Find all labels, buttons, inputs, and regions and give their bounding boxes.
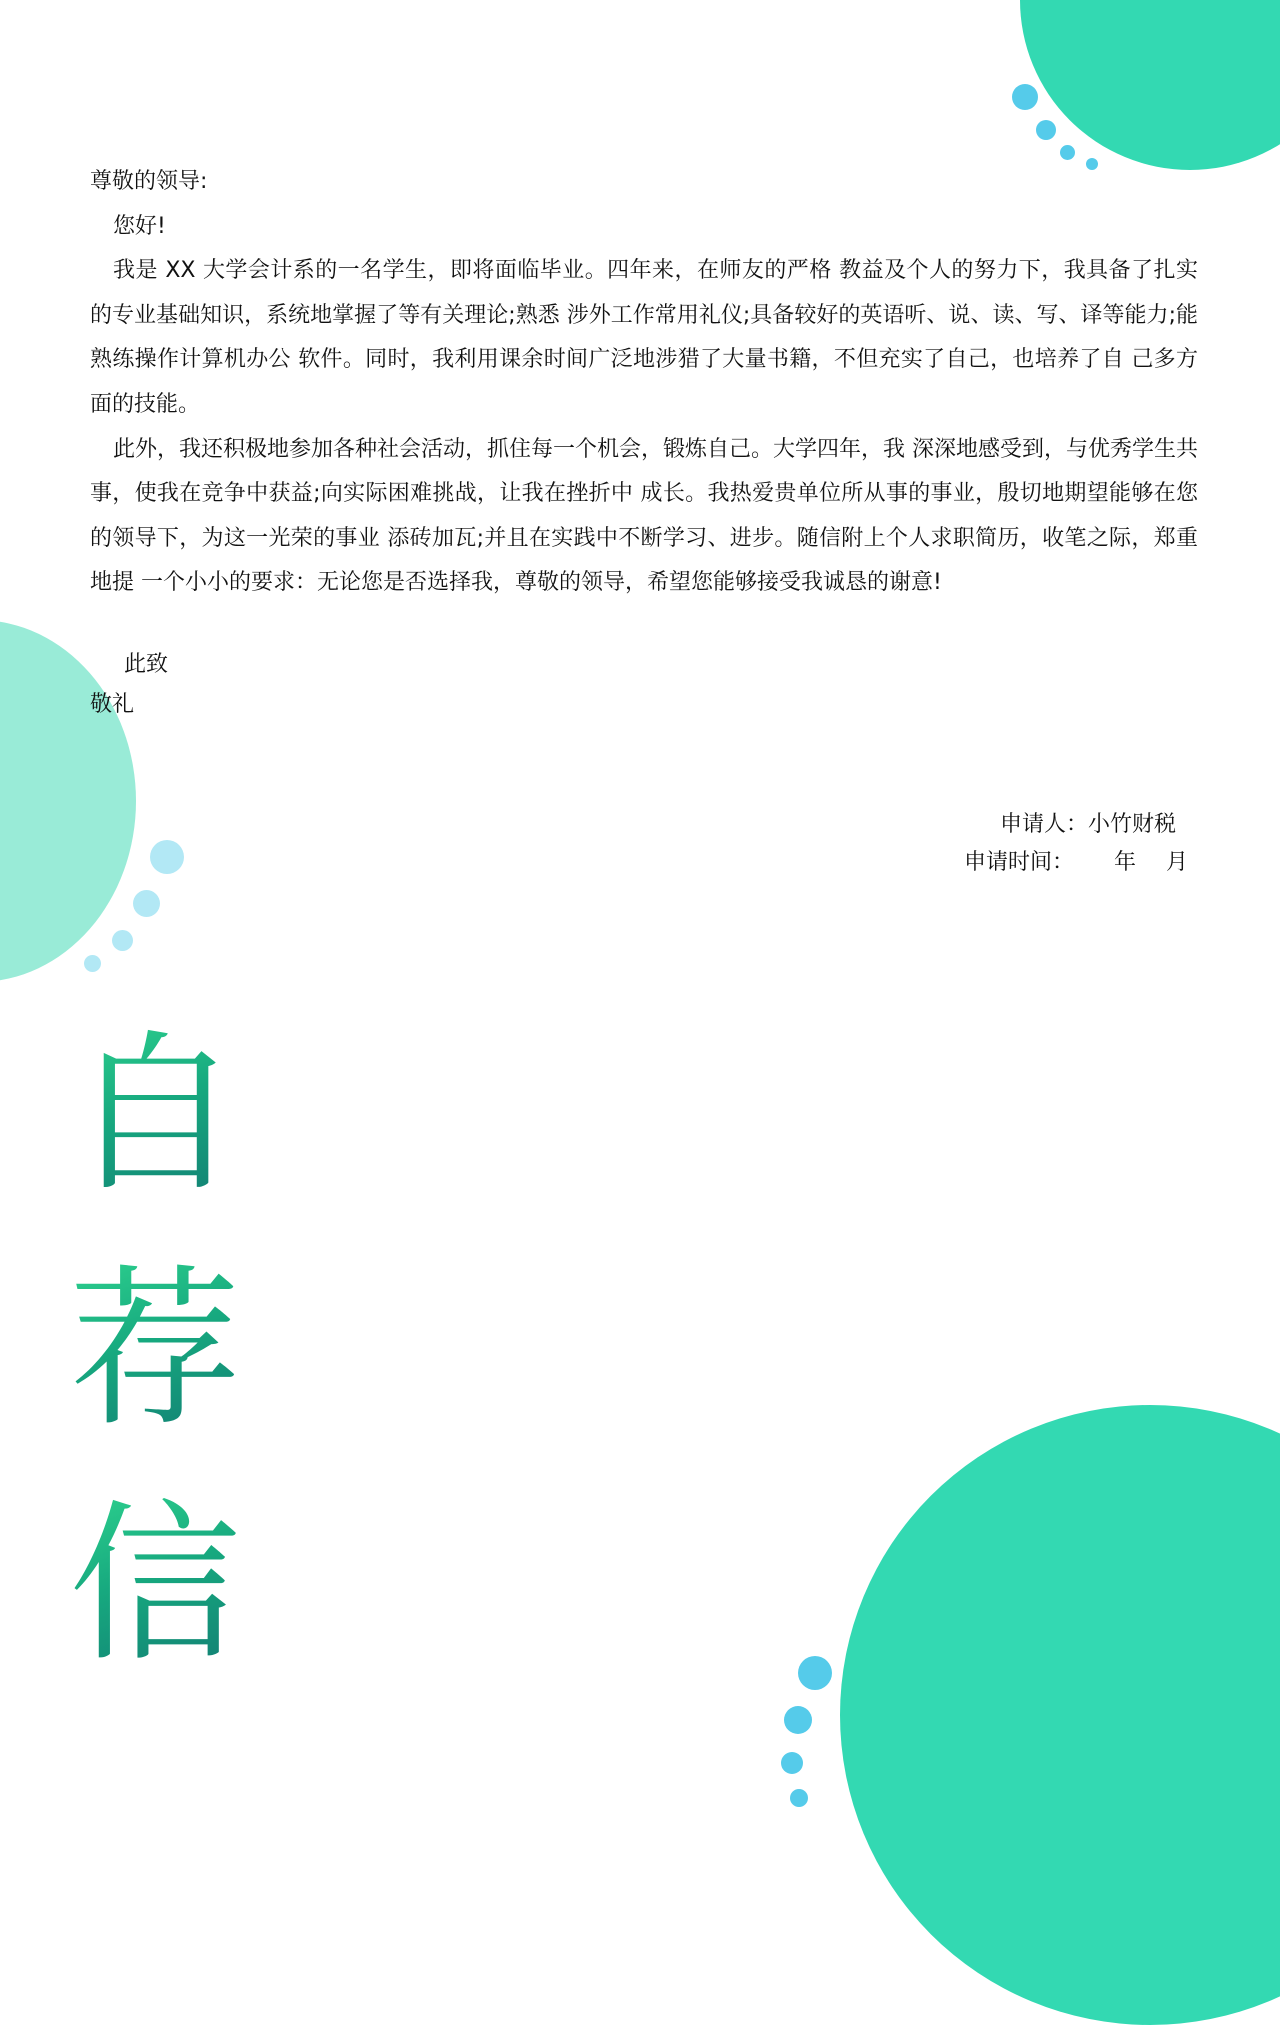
salutation: 尊敬的领导: <box>90 169 208 194</box>
top-dot-3 <box>1060 145 1075 160</box>
left-circle <box>0 620 136 982</box>
bottom-right-circle <box>840 1405 1280 2025</box>
left-dot-3 <box>112 930 133 951</box>
title-char-3: 信 <box>60 1490 250 1680</box>
left-dot-1 <box>150 840 184 874</box>
year-label: 年 <box>1113 850 1136 875</box>
greeting: 您好! <box>113 213 166 239</box>
bottom-dot-1 <box>798 1656 832 1690</box>
top-dot-1 <box>1012 84 1038 110</box>
letter-body <box>90 160 1198 606</box>
top-right-circle <box>1020 0 1280 170</box>
left-dot-4 <box>84 955 101 972</box>
applicant-row <box>964 806 1188 844</box>
bottom-dot-2 <box>784 1706 812 1734</box>
applicant-name: 小竹财税 <box>1087 812 1176 837</box>
left-dot-2 <box>133 890 160 917</box>
paragraph-1: 我是 XX 大学会计系的一名学生，即将面临毕业。四年来，在师友的严格 教益及个人的努力下，我具备了扎实的专业基础知识，系统地掌握了等有关理论;熟悉 涉外工作常用礼仪;具备较好的英语听、说、读、写、译等能力;能熟练操作计算机办公 软件。同时，我利用课余时间广泛地涉猎了大量书籍，不但充实了自己，也培养了自 己多方面的技能。 <box>90 258 1198 417</box>
date-row <box>964 844 1188 882</box>
bottom-dot-4 <box>790 1789 808 1807</box>
title-char-1: 自 <box>60 1020 250 1210</box>
signature-block <box>964 806 1188 882</box>
bottom-dot-3 <box>781 1752 803 1774</box>
month-label: 月 <box>1165 850 1188 875</box>
applicant-label: 申请人： <box>999 812 1088 837</box>
closing-line-1: 此致 <box>124 652 169 677</box>
closing-line-2: 敬礼 <box>90 692 135 717</box>
paragraph-2: 此外，我还积极地参加各种社会活动，抓住每一个机会，锻炼自己。大学四年，我 深深地感受到，与优秀学生共事，使我在竞争中获益;向实际困难挑战，让我在挫折中 成长。我热爱贵单位所从事的事业，殷切地期望能够在您的领导下，为这一光荣的事业 添砖加瓦;并且在实践中不断学习、进步。随信附上个人求职简历，收笔之际，郑重地提 一个小小的要求：无论您是否选择我，尊敬的领导，希望您能够接受我诚恳的谢意! <box>90 436 1198 596</box>
top-dot-2 <box>1036 120 1056 140</box>
title-char-2: 荐 <box>60 1255 250 1445</box>
date-label: 申请时间： <box>963 850 1074 875</box>
